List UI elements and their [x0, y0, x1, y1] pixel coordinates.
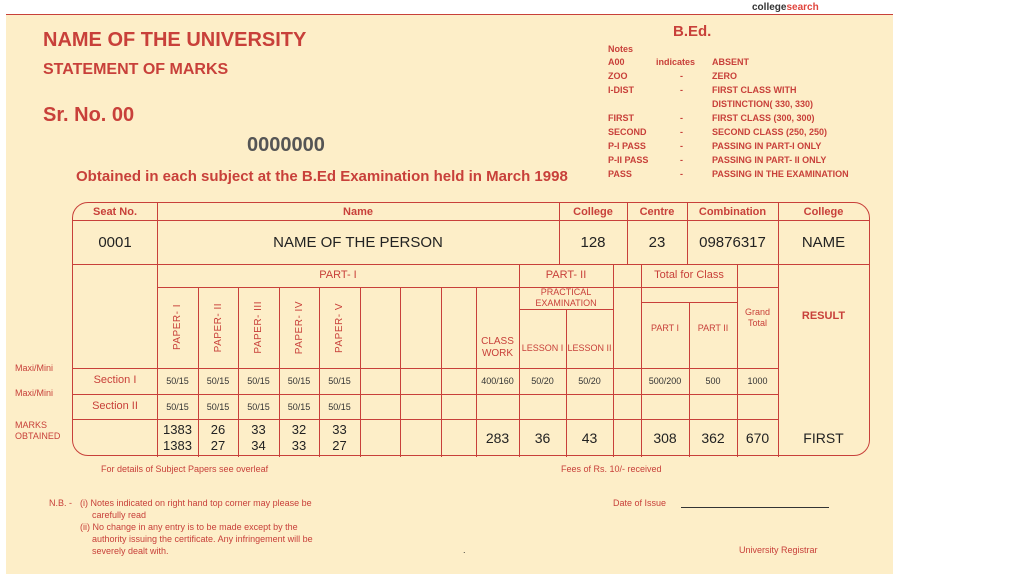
note-code: PASS — [608, 169, 632, 179]
total-for-class-header: Total for Class — [654, 268, 724, 281]
fees-note: Fees of Rs. 10/- received — [561, 464, 662, 474]
note-row — [608, 99, 878, 111]
paper-5-header: PAPER- V — [334, 302, 345, 353]
paper-4-header: PAPER- IV — [293, 300, 305, 355]
section-2-label: Section II — [92, 399, 138, 412]
sec2-paper-3: 50/15 — [247, 401, 270, 412]
exam-description: Obtained in each subject at the B.Ed Examination held in March 1998 — [76, 168, 568, 185]
sec2-paper-5: 50/15 — [328, 401, 351, 412]
note-dash: - — [680, 141, 683, 151]
row-label-maxi-2: Maxi/Mini — [15, 388, 54, 398]
nb-label: N.B. - — [49, 498, 73, 508]
note-description: ZERO — [712, 71, 738, 81]
sec1-grand-total: 1000 — [747, 376, 768, 386]
paper-3-header: PAPER- III — [253, 301, 264, 354]
brand-logo: collegesearch — [752, 2, 819, 13]
centre-code: 23 — [648, 233, 666, 251]
marks-grand-total: 670 — [745, 430, 770, 446]
registration-number: 0000000 — [247, 134, 325, 156]
note-description: PASSING IN PART-I ONLY — [712, 141, 822, 151]
result-value: FIRST — [803, 430, 844, 446]
sec1-paper-5: 50/15 — [328, 376, 351, 386]
header-combination: Combination — [698, 205, 767, 218]
note-row — [608, 127, 878, 139]
note-row — [608, 155, 878, 167]
university-name: NAME OF THE UNIVERSITY — [43, 29, 307, 51]
header-name: Name — [343, 205, 373, 218]
note-description: ABSENT — [712, 57, 750, 67]
note-dash: - — [680, 113, 683, 123]
seat-number: 0001 — [98, 233, 132, 251]
practical-exam-header: PRACTICAL EXAMINATION — [535, 287, 597, 308]
nb-note-2-line-3: severely dealt with. — [92, 546, 169, 556]
sec2-paper-4: 50/15 — [287, 401, 311, 412]
degree-title: B.Ed. — [673, 23, 712, 40]
note-description: FIRST CLASS WITH — [712, 85, 797, 95]
header-college: College — [573, 205, 613, 218]
notes-title: Notes — [608, 44, 634, 54]
lesson-2-header: LESSON II — [567, 342, 612, 353]
sec1-lesson-1: 50/20 — [531, 376, 554, 386]
note-description: FIRST CLASS (300, 300) — [712, 113, 815, 123]
marks-paper-5: 33 27 — [332, 421, 347, 453]
marks-lesson-2: 43 — [581, 430, 598, 446]
note-row — [608, 169, 878, 181]
college-code: 128 — [580, 233, 606, 251]
sec1-lesson-2: 50/20 — [578, 376, 601, 386]
note-description: PASSING IN THE EXAMINATION — [712, 169, 849, 179]
marks-total-part-1: 308 — [653, 430, 677, 446]
statement-title: STATEMENT OF MARKS — [43, 61, 229, 78]
sec1-paper-1: 50/15 — [166, 376, 189, 386]
sec1-paper-2: 50/15 — [206, 376, 230, 386]
marks-paper-2: 26 27 — [210, 421, 226, 453]
sec1-class-work: 400/160 — [481, 376, 514, 386]
note-dash: - — [680, 155, 683, 165]
row-label-maxi-1: Maxi/Mini — [15, 363, 54, 373]
student-name: NAME OF THE PERSON — [273, 233, 443, 251]
note-row — [608, 141, 878, 153]
nb-note-1-line-1: (i) Notes indicated on right hand top corner may please be — [80, 498, 312, 508]
marks-lesson-1: 36 — [534, 430, 551, 446]
serial-number: Sr. No. 00 — [43, 104, 135, 126]
sec1-total-part-1: 500/200 — [648, 376, 682, 386]
result-header: RESULT — [801, 310, 846, 322]
nb-note-1-line-2: carefully read — [92, 510, 147, 520]
marks-table — [72, 202, 870, 456]
grand-total-header: Grand Total — [744, 307, 770, 328]
total-part-2-header: PART II — [697, 322, 729, 333]
combination-code: 09876317 — [699, 233, 766, 251]
subject-details-note: For details of Subject Papers see overleaf — [101, 464, 269, 474]
date-of-issue-label: Date of Issue — [613, 498, 667, 508]
sec2-paper-1: 50/15 — [166, 401, 189, 412]
marks-class-work: 283 — [485, 430, 510, 446]
note-code: FIRST — [608, 113, 634, 123]
marks-paper-1: 1383 1383 — [163, 421, 192, 453]
total-part-1-header: PART I — [650, 322, 679, 333]
sec2-paper-2: 50/15 — [206, 401, 230, 412]
sec1-total-part-2: 500 — [705, 376, 721, 386]
part-two-header: PART- II — [545, 268, 587, 281]
header-centre: Centre — [639, 205, 675, 218]
note-code: P-I PASS — [608, 141, 646, 151]
paper-2-header: PAPER- II — [212, 302, 224, 353]
sec1-paper-4: 50/15 — [287, 376, 311, 386]
sec1-paper-3: 50/15 — [247, 376, 270, 386]
note-code: SECOND — [608, 127, 647, 137]
header-college-name: College — [803, 205, 844, 218]
header-seat-no: Seat No. — [92, 205, 137, 218]
college-name: NAME — [801, 233, 846, 251]
class-work-header: CLASS WORK — [481, 336, 514, 359]
note-dash: - — [680, 71, 683, 81]
nb-note-2-line-2: authority issuing the certificate. Any infringement will be — [92, 534, 313, 544]
note-row — [608, 71, 878, 83]
marks-paper-4: 32 33 — [291, 421, 307, 453]
note-row — [608, 113, 878, 125]
marks-total-part-2: 362 — [701, 430, 725, 446]
row-label-marks-obtained: MARKS OBTAINED — [15, 420, 61, 441]
marks-paper-3: 33 34 — [251, 421, 266, 453]
note-row — [608, 85, 878, 97]
date-of-issue-line — [681, 507, 829, 508]
lesson-1-header: LESSON I — [521, 342, 564, 353]
section-1-label: Section I — [93, 374, 137, 387]
paper-1-header: PAPER- I — [172, 304, 183, 351]
note-description: SECOND CLASS (250, 250) — [712, 127, 828, 137]
note-code: I-DIST — [608, 85, 634, 95]
part-one-header: PART- I — [319, 268, 357, 281]
note-description: DISTINCTION( 330, 330) — [712, 99, 814, 109]
note-dash: - — [680, 127, 683, 137]
stray-dot: . — [463, 545, 466, 555]
note-code: P-II PASS — [608, 155, 649, 165]
nb-note-2-line-1: (ii) No change in any entry is to be made except by the — [80, 522, 298, 532]
note-code: A00 — [608, 57, 625, 67]
note-row — [608, 57, 878, 69]
registrar-label: University Registrar — [739, 545, 818, 555]
marks-statement-sheet — [6, 14, 893, 574]
notes-indicates: indicates — [656, 57, 696, 67]
note-dash: - — [680, 85, 683, 95]
note-code: ZOO — [608, 71, 628, 81]
note-description: PASSING IN PART- II ONLY — [712, 155, 827, 165]
note-dash: - — [680, 169, 683, 179]
